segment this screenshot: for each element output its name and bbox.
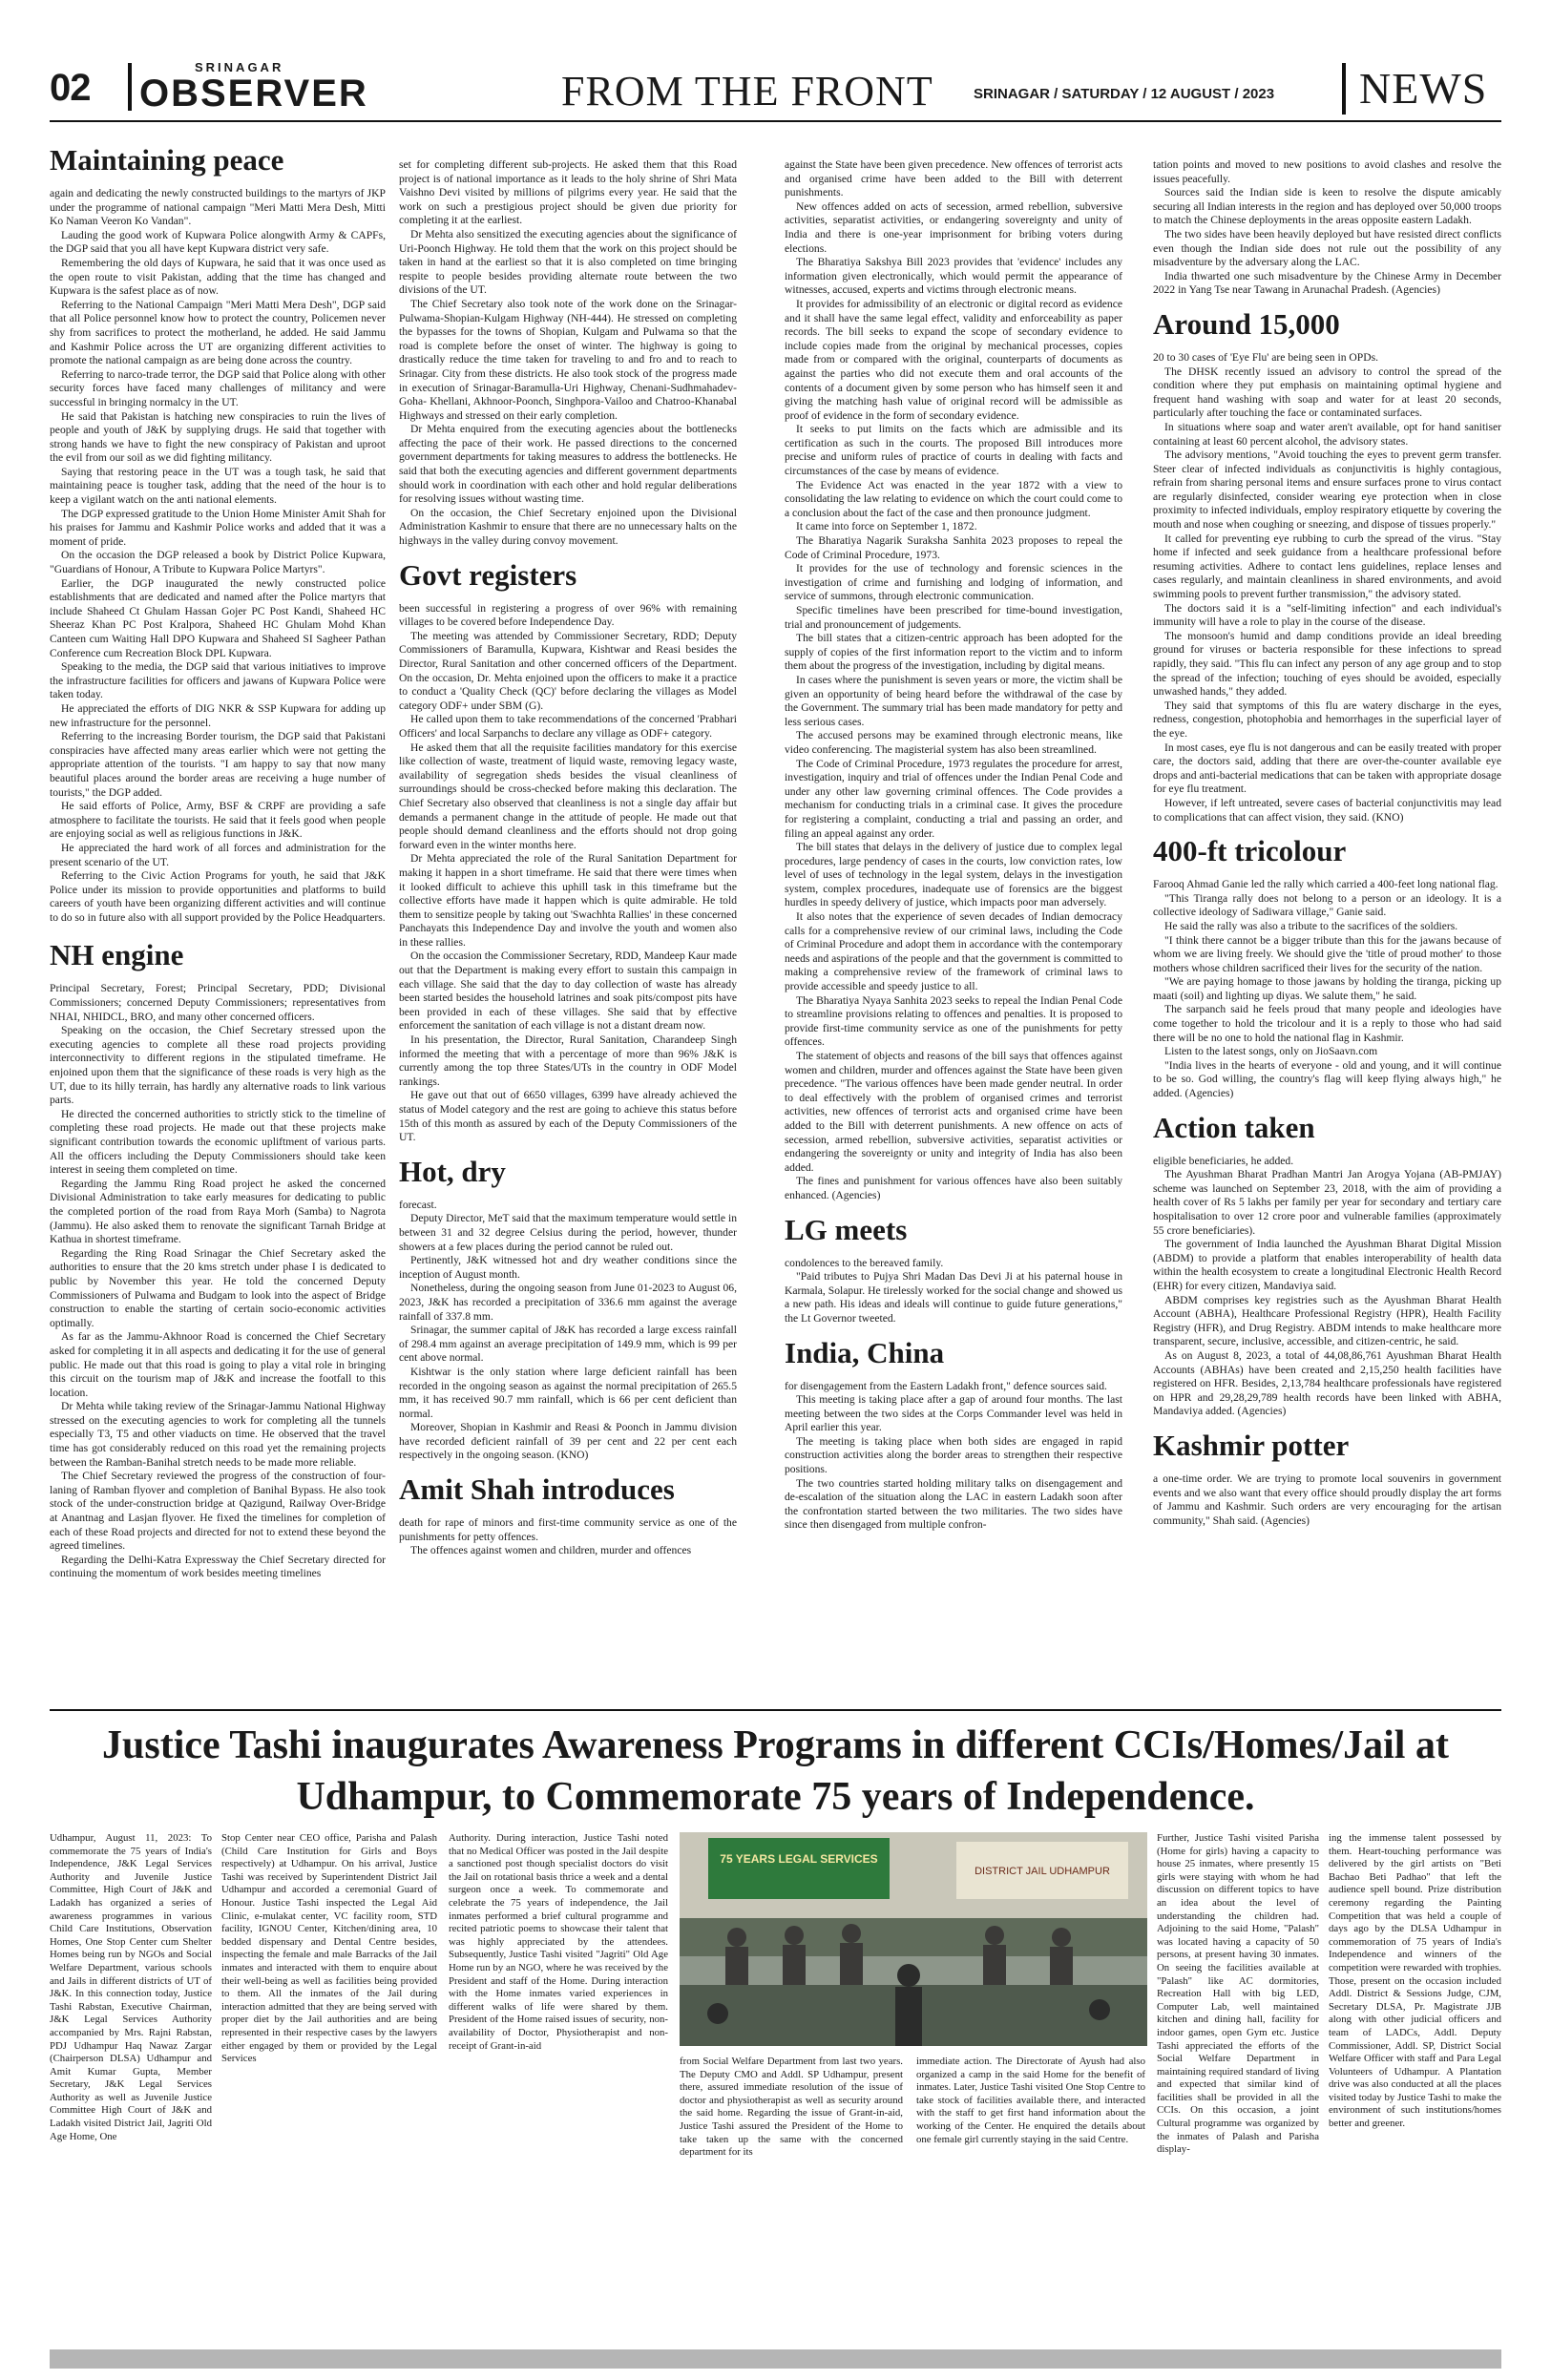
masthead-divider (128, 63, 132, 111)
paragraph: "India lives in the hearts of everyone - old and young, and it will continue to be so. God willing, the country's flag will keep flying always high," he added. (Agencies) (1153, 1058, 1501, 1100)
headline-maintaining-peace: Maintaining peace (50, 143, 284, 177)
headline-govt-registers: Govt registers (399, 557, 577, 592)
paragraph: He said the rally was also a tribute to the sacrifices of the soldiers. (1164, 919, 1458, 932)
article-body (1153, 1472, 1501, 1528)
column-1 (50, 139, 386, 1704)
headline-india-china: India, China (785, 1335, 945, 1369)
paragraph: Regarding the Jammu Ring Road project he asked the concerned Divisional Administration to take early measures for dedicating to public the completed portion of the road from Raya Morh (Samba) to Nagrota (Jammu). He also asked them to renovate the significant Tarnah Bridge at Kathua in shortest timeframe. (50, 1177, 386, 1246)
paragraph: again and dedicating the newly constructed buildings to the martyrs of JKP under the programme of national campaign "Meri Matti Mera Desh, Mitti Ko Naman Veeron Ko Vandan". (50, 187, 386, 228)
paragraph: It also notes that the experience of seven decades of Indian democracy calls for a comprehensive review of our criminal laws, including the Code of Criminal Procedure and adopt them in accordance with the contemporary needs and aspirations of the people and that the government is committed to making a comprehensive review of the framework of criminal laws to provide accessible and speedy justice to all. (785, 910, 1122, 993)
article-text: Further, Justice Tashi visited Parisha (Home for girls) having a capacity to house 25 inmates, where presently 15 girls were staying with whom he had discussion on different topics to have an idea about the level of understanding the children had. Adjoining to the said Home, "Palash" was located having a capacity of 50 persons, at present having 30 inmates. On seeing the facilities available at "Palash" like AC dormitories, Recreation Hall with big LED, Computer Lab, well maintained kitchen and dining hall, facility for indoor games, open Gym etc. Justice Tashi appreciated the efforts of the Social Welfare Department in maintaining required standard of living and expected that similar kind of facilities shall be provided in all the CCIs. On this occasion, a joint Cultural programme was organized by the inmates of Palash and Parisha display- (1157, 1832, 1319, 2156)
article-body (50, 982, 386, 1581)
bottom-column-7 (1329, 1832, 1501, 2344)
bottom-column-4 (680, 2056, 903, 2344)
bottom-column-6 (1157, 1832, 1319, 2344)
paragraph: Referring to the Civic Action Programs for youth, he said that J&K Police under its mission to provide opportunities and platforms to build careers of youth have been organizing different activities and will continue to do so in future also with all support provided by the Police Headquarters. (50, 869, 386, 924)
paragraph: Pertinently, J&K witnessed hot and dry weather conditions since the inception of August month. (399, 1254, 737, 1281)
masthead-divider (1342, 63, 1346, 115)
bottom-column-2 (221, 1832, 437, 2344)
paragraph: The Chief Secretary reviewed the progress of the construction of four-laning of Ramban flyover and completion of Banihal Bypass. He also took stock of the under-construction bridge at Qazigund, Railway Over-Bridge at Anantnag and Lasjan flyover. He fixed the timelines for completion of each of these Road projects and directed for not to extend these beyond the agreed timelines. (50, 1470, 386, 1553)
paragraph: Regarding the Delhi-Katra Expressway the Chief Secretary directed for continuing the momentum of work besides meeting timelines (50, 1553, 386, 1580)
paragraph: Speaking on the occasion, the Chief Secretary stressed upon the executing agencies to complete all these road projects providing interconnectivity to different regions in the stipulated timeframe. He enjoined upon them that the significance of these roads is very high as the UT, due to its hilly terrain, has hardly any alternative roads to link various parts. (50, 1024, 386, 1107)
article-body (399, 158, 737, 549)
paragraph: Referring to the National Campaign "Meri Matti Mera Desh", DGP said that all Police personnel know how to protect the country, Policemen never shy from sacrifices to protect the motherland, he added. He said Jammu and Kashmir Police across the UT are organizing different activities to promote the national campaign as are being done across the country. (50, 298, 386, 367)
paragraph: The fines and punishment for various offences have also been suitably enhanced. (Agencies) (785, 1175, 1122, 1201)
paragraph: Dr Mehta enquired from the executing agencies about the bottlenecks affecting the pace of their work. He passed directions to the concerned government departments for taking measures to address the bottlenecks. He said that both the executing agencies and different government departments should work in coordination with each other and hold regular deliberations for resolving issues without wasting time. (399, 423, 737, 506)
paragraph: The monsoon's humid and damp conditions provide an ideal breeding ground for viruses or bacteria responsible for these infections to spread rapidly, they said. "This flu can infect any person of any age group and to stop the spread of the infection; touching of eyes should be avoided, especially unwashed hands," they added. (1153, 629, 1501, 699)
masthead (50, 59, 1501, 118)
paragraph: It provides for the use of technology and forensic sciences in the investigation of crime and furnishing and lodging of information, and service of summons, through electronic communication. (785, 562, 1122, 603)
paragraph: death for rape of minors and first-time community service as one of the punishments for petty offences. (399, 1516, 737, 1543)
article-text: Authority. During interaction, Justice Tashi noted that no Medical Officer was posted in the Jail despite a sanctioned post though specialist doctors do visit the Jail on rotational basis thrice a week and a dental surgeon once a week. To commemorate and celebrate the 75 years of independence, the Jail inmates performed a brief cultural programme and recited patriotic poems to showcase their talent that was highly appreciated by the attendees. Subsequently, Justice Tashi visited "Jagriti" Old Age Home run by an NGO, where he was received by the President and staff of the Home. During interaction with the Home inmates varied experiences in different walks of life were shared by them. President of the Home raised issues of security, non-availability of Doctor, Physiotherapist and non-receipt of Grant-in-aid (449, 1832, 668, 2052)
paragraph: Specific timelines have been prescribed for time-bound investigation, trial and pronouncement of judgements. (785, 604, 1122, 631)
bottom-column-3 (449, 1832, 668, 2344)
masthead-rule (50, 120, 1501, 122)
photo-sign-text: DISTRICT JAIL UDHAMPUR (975, 1866, 1110, 1877)
paragraph: The statement of objects and reasons of the bill says that offences against women and children, murder and offences against the State have been given precedence. "The various offences have been made gender neutral. In order to deal effectively with the problem of organised crimes and terrorist activities, new offences of terrorist acts and organised crime have been added to the Bill with deterrent punishments. A new offence on acts of secession, armed rebellion, subversive activities, separatist activities or endangering the sovereignty or unity and integrity of India has also been added. (785, 1050, 1122, 1174)
paragraph: Dr Mehta also sensitized the executing agencies about the significance of Uri-Poonch Highway. He told them that the work on this project should be taken in hand at the earliest so that it is also completed on time bringing respite to people besides providing alternate route between the two divisions of the UT. (399, 227, 737, 297)
banner-headline: Justice Tashi inaugurates Awareness Programs in different CCIs/Homes/Jail at Udhampur, to Commemorate 75 years of Independence. (102, 1723, 1449, 1819)
paragraph: He gave out that out of 6650 villages, 6399 have already achieved the status of Model category and the rest are going to achieve this status before 15th of this month as assured by each of the Deputy Commissioners of the UT. (399, 1089, 737, 1144)
dateline: SRINAGAR / SATURDAY / 12 AUGUST / 2023 (974, 86, 1275, 102)
paragraph: Moreover, Shopian in Kashmir and Reasi & Poonch in Jammu division have recorded deficient rainfall of 39 per cent and 22 per cent each respectively in the ongoing season. (KNO) (399, 1421, 737, 1462)
paragraph: Sources said the Indian side is keen to resolve the dispute amicably securing all Indian interests in the region and has deployed over 50,000 troops to match the Chinese deployments in the areas opposite eastern Ladakh. (1153, 186, 1501, 227)
paragraph: The meeting is taking place when both sides are engaged in rapid construction activities along the border areas to strengthen their respective positions. (785, 1434, 1122, 1476)
paragraph: On the occasion the Commissioner Secretary, RDD, Mandeep Kaur made out that the Department is making every effort to sustain this campaign in each village. She said that the day to day collection of waste has already been started besides the household latrines and soak pits/compost pits have been provided in each of these villages. She said that by effective enforcement the sanitation of each village is not a distant dream now. (399, 950, 737, 1033)
paragraph: Lauding the good work of Kupwara Police alongwith Army & CAPFs, the DGP said that you all have kept Kupwara district very safe. (50, 228, 386, 256)
headline-400ft-tricolour: 400-ft tricolour (1153, 834, 1347, 868)
paragraph: As on August 8, 2023, a total of 44,08,86,761 Ayushman Bharat Health Accounts (ABHAs) have been created and 2,15,250 health facilities have registered on HFR. Besides, 2,13,784 healthcare professionals have registered on HPR and 29,28,29,789 health records have been linked with ABHA, Mandaviya added. (Agencies) (1153, 1348, 1501, 1418)
paragraph: The two countries started holding military talks on disengagement and de-escalation of the situation along the LAC in eastern Ladakh soon after the confrontation started between the two militaries. The two sides have since then disengaged from multiple confron- (785, 1476, 1122, 1532)
article-body (1153, 878, 1501, 1101)
article-body (50, 187, 386, 925)
paragraph: The Chief Secretary also took note of the work done on the Srinagar-Pulwama-Shopian-Kulgam Highway (NH-444). He stressed on completing the bypasses for the towns of Shopian, Kulgam and Pulwama so that the road is complete before the onset of winter. The highway is going to drastically reduce the time taken for traveling to and fro and to reach to Srinagar. City from these districts. He also took stock of the progress made in execution of Srinagar-Baramulla-Uri Highway, Chenani-Sudhmahadev-Goha- Khellani, Akhnoor-Poonch, Singhpora-Vailoo and Chatroo-Khanabal Highways and stressed on their early completion. (399, 297, 737, 422)
paragraph: The two sides have been heavily deployed but have resisted direct conflicts even though the Indian side does not rule out the possibility of any misadventure by the adversary along the LAC. (1153, 227, 1501, 269)
paragraph: Remembering the old days of Kupwara, he said that it was once used as the open route to visit Pakistan, adding that the time has changed and Kupwara is the safest place as of now. (50, 256, 386, 298)
headline-kashmir-potter: Kashmir potter (1153, 1428, 1350, 1462)
logo-city: SRINAGAR (195, 60, 284, 74)
paragraph: He directed the concerned authorities to strictly stick to the timeline of completing these road projects. He made out that these projects make significant contribution towards the economic upliftment of various parts. All the officers including the Deputy Commissioners should take keen interest in seeing them completed on time. (50, 1107, 386, 1177)
article-body (399, 1199, 737, 1463)
paragraph: The Bharatiya Nyaya Sanhita 2023 seeks to repeal the Indian Penal Code to streamline provisions relating to offences and penalties. It is proposed to provide first-time community service as one of the punishments for petty offences. (785, 993, 1122, 1049)
paragraph: Kishtwar is the only station where large deficient rainfall has been recorded in the ongoing season as against the normal precipitation of 265.5 mm, it has received 90.7 mm rainfall, which is 66 per cent deficient than normal. (399, 1365, 737, 1420)
paragraph: He called upon them to take recommendations of the concerned 'Prabhari Officers' and local Sarpanchs to declare any village as ODF+ category. (399, 713, 737, 740)
article-text: Stop Center near CEO office, Parisha and Palash (Child Care Institution for Girls and Boys respectively) at Udhampur. On his arrival, Justice Tashi was received by Superintendent District Jail Udhampur and accorded a ceremonial Guard of Honour. Justice Tashi inspected the Legal Aid Clinic, e-mulakat center, VC facility room, STD facility, IGNOU Center, Kitchen/dining area, 10 bedded dispensary and Dental Centre besides, inspecting the female and male Barracks of the Jail inmates and interacted with them to enquire about their well-being as well as facilities being provided to them. All the inmates of the Jail during interaction admitted that they are being served with proper diet by the Jail authorities and are being represented in their respective cases by the lawyers either engaged by them or provided by the Legal Services (221, 1832, 437, 2065)
paragraph: It provides for admissibility of an electronic or digital record as evidence and it shall have the same legal effect, validity and enforceability as paper records. The bill seeks to expand the scope of secondary evidence to include copies made from the original by mechanical processes, copies made from or compared with the original, counterparts of documents as against the parties who did not execute them and oral accounts of the contents of a document given by some person who has himself seen it and giving the matching hash value of original record will be admissible as proof of evidence in the form of secondary evidence. (785, 297, 1122, 422)
paragraph: "Paid tributes to Pujya Shri Madan Das Devi Ji at his paternal house in Karmala, Solapur. He tirelessly worked for the social change and showed us a new path. His ideas and ideals will continue to guide future generations," the Lt Governor tweeted. (785, 1270, 1122, 1325)
event-photo (680, 1832, 1147, 2046)
paragraph: The bill states that a citizen-centric approach has been adopted for the supply of copies of the first information report to the victim and to inform them about the progress of the investigation, including by digital means. (785, 632, 1122, 673)
photo-banner-text: 75 YEARS LEGAL SERVICES (720, 1852, 878, 1866)
paragraph: They said that symptoms of this flu are watery discharge in the eyes, redness, congestion, photophobia and hemorrhages in the superficial layer of the eye. (1153, 699, 1501, 740)
paragraph: "I think there cannot be a bigger tribute than this for the jawans because of whom we are living freely. We should give the 'title of proud mother' to those mothers whose children sacrificed their lives for the security of the nation. (1153, 933, 1501, 974)
paragraph: In situations where soap and water aren't available, opt for hand sanitiser containing at least 60 percent alcohol, the advisory states. (1153, 420, 1501, 448)
article-body (785, 1257, 1122, 1326)
paragraph: The bill states that delays in the delivery of justice due to complex legal procedures, large pendency of cases in the courts, low conviction rates, low level of uses of technology in the legal system, delays in the investigation system, complex procedures, inadequate use of forensics are the biggest hurdles in speedy delivery of justice, which impacts poor man adversely. (785, 841, 1122, 909)
column-3 (785, 158, 1122, 1704)
paragraph: Saying that restoring peace in the UT was a tough task, he said that maintaining peace is tougher task, adding that the need of the hour is to keep a vigilant watch on the anti national elements. (50, 465, 386, 507)
paragraph: Earlier, the DGP inaugurated the newly constructed police establishments that are dedicated and named after the Police martyrs that include Shaheed Ct Ghulam Hassan Gojer PC Post Kandi, Shaheed HC Sheeraz Khan PC Post Kralpora, Shaheed HC Ghulam Mohd Khan Canteen cum Waiting Hall DPO Kupwara and Shaheed SI Sagheer Pathan Conference cum Recreation Block DPL Kupwara. (50, 576, 386, 659)
paragraph: He asked them that all the requisite facilities mandatory for this exercise like collection of waste, treatment of liquid waste, removing legacy waste, availability of segregation sheds besides the visual cleanliness of surroundings should be cross-checked before making this declaration. The Chief Secretary also observed that cleanliness is not a single day affair but demands a permanent change in the attitude of people. He made out that people should demand cleanliness and the efforts should not drop going forward even in the winter months here. (399, 741, 737, 851)
column-2 (399, 158, 737, 1704)
paragraph: Regarding the Ring Road Srinagar the Chief Secretary asked the authorities to ensure that the 20 kms stretch under phase I is dedicated to public by November this year. He told the concerned Deputy Commissioners of Pulwama and Budgam to look into the aspect of Bridge construction to enable the starting of certain socio-economic activities optimally. (50, 1246, 386, 1329)
section-title: FROM THE FRONT (561, 68, 933, 115)
photo-illustration (680, 1832, 1147, 2046)
paragraph: Principal Secretary, Forest; Principal Secretary, PDD; Divisional Commissioners; concerned Deputy Commissioners; representatives from NHAI, NHIDCL, BRO, and many other concerned officers. (50, 982, 386, 1023)
paragraph: Deputy Director, MeT said that the maximum temperature would settle in between 31 and 32 degree Celsius during the period, however, thunder showers at a few places during the period cannot be ruled out. (399, 1212, 737, 1253)
paragraph: This meeting is taking place after a gap of around four months. The last meeting between the two sides at the Corps Commander level was held in April earlier this year. (785, 1393, 1122, 1434)
headline-around-15000: Around 15,000 (1153, 306, 1340, 341)
paragraph: The Bharatiya Sakshya Bill 2023 provides that 'evidence' includes any information given electronically, which would permit the appearance of witnesses, accused, experts and victims through electronic means. (785, 256, 1122, 297)
paragraph: Dr Mehta appreciated the role of the Rural Sanitation Department for making it happen in a short timeframe. He said that there were times when it looked difficult to achieve this uphill task in this timeframe but the collective efforts have made it happen which is quite admirable. He told them to sensitize people by taking out 'Swachhta Rallies' in these concerned Panchayats this Independence Day and involve the youth and women also in these rallies. (399, 852, 737, 949)
paragraph: New offences added on acts of secession, armed rebellion, subversive activities, separatist activities, or endangering sovereignty and unity of India and there is one-year imprisonment for bribing voters during elections. (785, 199, 1122, 255)
paragraph: India thwarted one such misadventure by the Chinese Army in December 2022 in Yang Tse near Tawang in Arunachal Pradesh. (Agencies) (1153, 269, 1501, 297)
paragraph: "We are paying homage to those jawans by holding the tiranga, picking up maati (soil) and lighting up diyas. We salute them," he said. (1153, 975, 1501, 1002)
bottom-column-5 (916, 2056, 1145, 2344)
logo-name: OBSERVER (139, 73, 368, 115)
paragraph: He appreciated the efforts of DIG NKR & SSP Kupwara for adding up new infrastructure for the personnel. (50, 701, 386, 729)
column-4 (1153, 158, 1501, 1704)
paragraph: He said efforts of Police, Army, BSF & CRPF are providing a safe atmosphere to facilitate the tourists. He said that it feels good when people are enjoying social as well as religious functions in J&K. (50, 800, 386, 841)
article-body (1153, 158, 1501, 298)
paragraph: He appreciated the hard work of all forces and administration for the present scenario of the UT. (50, 841, 386, 868)
section-rule (50, 1709, 1501, 1711)
article-body (785, 1380, 1122, 1534)
paragraph: Referring to narco-trade terror, the DGP said that Police along with other security forces have faced many challenges of militancy and were successful in bringing normalcy in the UT. (50, 367, 386, 408)
article-text: ing the immense talent possessed by them. Heart-touching performance was delivered by the girl artists on "Beti Bachao Beti Padhao" that left the audience spell bound. Prize distribution ceremony regarding the Painting Competition that was held a couple of days ago by the DLSA Udhampur in commemoration of 75 years of India's Independence and winners of the competition were rewarded with trophies. Those, present on the occasion included Addl. District & Sessions Judge, CJM, Secretary DLSA, Pr. Magistrate JJB along with other judicial officers and team of LADCs, Addl. Deputy Commissioner, Addl. SP, District Social Welfare Officer with staff and Para Legal Volunteers of Udhampur. A Plantation drive was also conducted at all the places visited today by Justice Tashi to make the environment of such institutions/homes better and greener. (1329, 1832, 1501, 2130)
paragraph: The Code of Criminal Procedure, 1973 regulates the procedure for arrest, investigation, inquiry and trial of offences under the Indian Penal Code and under any other law governing criminal offences. The Code provides a mechanism for conducting trials in a criminal case. It gives the procedure for registering a complaint, conducting a trial and passing an order, and filing an appeal against any order. (785, 757, 1122, 840)
paragraph: The offences against women and children, murder and offences (410, 1544, 692, 1557)
paragraph: The DGP expressed gratitude to the Union Home Minister Amit Shah for his praises for Jammu and Kashmir Police works and added that it was a moment of pride. (50, 507, 386, 548)
paragraph: Nonetheless, during the ongoing season from June 01-2023 to August 06, 2023, J&K has recorded a precipitation of 336.6 mm against the average rainfall of 337.8 mm. (399, 1282, 737, 1323)
article-body (399, 602, 737, 1145)
paragraph: Speaking to the media, the DGP said that various initiatives to improve the infrastructure facilities for officers and jawans of Kupwara Police were taken today. (50, 660, 386, 701)
paragraph: 20 to 30 cases of 'Eye Flu' are being seen in OPDs. (1153, 350, 1379, 364)
paragraph: It seeks to put limits on the facts which are admissible and its certification as such in the courts. The proposed Bill introduces more precise and uniform rules of practice of courts in dealing with facts and circumstances of the case by means of evidence. (785, 423, 1122, 478)
article-text: immediate action. The Directorate of Ayush had also organized a camp in the said Home for the benefit of inmates. Later, Justice Tashi visited One Stop Centre to take stock of facilities available there, and interacted with the staff to get first hand information about the working of the Center. He enquired the details about one female girl currently staying in the said Centre. (916, 2056, 1145, 2145)
bottom-column-1 (50, 1832, 212, 2344)
paragraph: In most cases, eye flu is not dangerous and can be easily treated with proper care, the doctors said, adding that there are over-the-counter available eye drops and anti-bacterial medications that can be taken with appropriate dosage for eye flu treatment. (1153, 741, 1501, 796)
paragraph: The Ayushman Bharat Pradhan Mantri Jan Arogya Yojana (AB-PMJAY) scheme was launched on September 23, 2018, with the aim of providing a health cover of Rs 5 lakhs per family per year for secondary and tertiary care hospitalisation to over 12 crore poor and vulnerable families (approximately 55 crore beneficiaries). (1153, 1168, 1501, 1237)
paragraph: In his presentation, the Director, Rural Sanitation, Charandeep Singh informed the meeting that with a percentage of more than 96% J&K is currently among the top three States/UTs in the country in ODF Model rankings. (399, 1033, 737, 1088)
paragraph: The Bharatiya Nagarik Suraksha Sanhita 2023 proposes to repeal the Code of Criminal Procedure, 1973. (785, 534, 1122, 561)
paragraph: It came into force on September 1, 1872. (796, 520, 977, 533)
paragraph: It called for preventing eye rubbing to curb the spread of the virus. "Stay home if infected and seek guidance from a healthcare professional before resuming activities. Adhere to contact lens guidelines, replace lenses and cases regularly, and maintain cleanliness in shared environments, and avoid swimming pools to prevent further transmission," the advisory stated. (1153, 532, 1501, 601)
paragraph: "This Tiranga rally does not belong to a person or an ideology. It is a collective ideology of Sadiwara village," Ganie said. (1153, 891, 1501, 919)
headline-lg-meets: LG meets (785, 1212, 908, 1246)
paragraph: He said that Pakistan is hatching new conspiracies to ruin the lives of people and youth of J&K by supplying drugs. He said that together with strong hands we have to fight the new conspiracy of Pakistan and uproot the evil from our soil as we did fighting militancy. (50, 409, 386, 465)
paragraph: The accused persons may be examined through electronic means, like video conferencing. The magisterial system has also been streamlined. (785, 729, 1122, 756)
paragraph: On the occasion, the Chief Secretary enjoined upon the Divisional Administration Kashmir to ensure that there are no unnecessary halts on the highways in the valley during convoy movement. (399, 506, 737, 548)
paragraph: The advisory mentions, "Avoid touching the eyes to prevent germ transfer. Steer clear of infected individuals as conjunctivitis is highly contagious, refrain from sharing personal items and ensure surfaces prone to virus contact are regularly disinfected, consider wearing eye protection when in close proximity to infected individuals, employ respiratory etiquette by covering the mouth and nose when coughing or sneezing, and dispose of tissues properly." (1153, 449, 1501, 532)
paragraph: Referring to the increasing Border tourism, the DGP said that Pakistani conspiracies have affected many areas earlier which were not getting the appropriate attention of the tourists. "I am happy to say that now many beautiful places around the border areas are receiving a huge number of tourists," the DGP added. (50, 730, 386, 799)
page-number: 02 (50, 67, 91, 109)
paragraph: The meeting was attended by Commissioner Secretary, RDD; Deputy Commissioners of Baramulla, Kupwara, Kishtwar and Reasi besides the Director, Rural Sanitation and other concerned officers of the Department. On the occasion, Dr. Mehta enjoined upon the officers to make it a practice to conduct a 'Quality Check (QC)' before declaring the villages as Model category ODF+ under SBM (G). (399, 629, 737, 712)
paragraph: ABDM comprises key registries such as the Ayushman Bharat Health Account (ABHA), Healthcare Professional Registry (HPR), Health Facility Registry (HFR), and Drug Registry. ABDM intends to make healthcare more transparent, secure, inclusive, accessible, and citizen-centric, he said. (1153, 1293, 1501, 1348)
paragraph: forecast. (399, 1198, 437, 1211)
article-body (399, 1516, 737, 1558)
paragraph: tation points and moved to new positions to avoid clashes and resolve the issues peacefully. (1153, 158, 1501, 185)
paragraph: The government of India launched the Ayushman Bharat Digital Mission (ABDM) to provide a platform that enables interoperability of health data within the health ecosystem to create a longitudinal Electronic Health Record (EHR) for every citizen, Mandaviya said. (1153, 1238, 1501, 1292)
paragraph: Listen to the latest songs, only on JioSaavn.com (1164, 1045, 1378, 1058)
headline-nh-engine: NH engine (50, 938, 184, 972)
paragraph: set for completing different sub-projects. He asked them that this Road project is of national importance as it leads to the holy shrine of Shri Mata Vaishno Devi visited by millions of pilgrims every year. He said that the work on such a prestigious project should be given due priority for completing it at the earliest. (399, 158, 737, 227)
paragraph: The DHSK recently issued an advisory to control the spread of the condition where they put emphasis on maintaining optimal hygiene and frequent hand washing with soap and water for at least 20 seconds, particularly after touching the face or contaminated surfaces. (1153, 365, 1501, 420)
paragraph: Srinagar, the summer capital of J&K has recorded a large excess rainfall of 298.4 mm against an average precipitation of 149.9 mm, which is 99 per cent above normal. (399, 1324, 737, 1365)
paragraph: The sarpanch said he feels proud that many people and ideologies have come together to hold the tricolour and it is a reply to those who had said there will be no one to hold the national flag in Kashmir. (1153, 1003, 1501, 1044)
paragraph: Farooq Ahmad Ganie led the rally which carried a 400-feet long national flag. (1153, 878, 1499, 891)
paragraph: eligible beneficiaries, he added. (1153, 1154, 1294, 1167)
footer-bar (50, 2349, 1501, 2369)
category-label: NEWS (1359, 64, 1488, 113)
paragraph: However, if left untreated, severe cases of bacterial conjunctivitis may lead to complications that can affect vision, they said. (KNO) (1153, 796, 1501, 824)
paragraph: for disengagement from the Eastern Ladakh front," defence sources said. (785, 1379, 1107, 1392)
paragraph: condolences to the bereaved family. (785, 1256, 944, 1269)
paragraph: Dr Mehta while taking review of the Srinagar-Jammu National Highway stressed on the executing agencies to work for completing all the tunnels especially T3, T5 and other viaducts on time. He observed that the travel time has got considerably reduced on this road yet the remaining projects between the Ramban-Banihal stretch needs to be made more reliable. (50, 1400, 386, 1469)
newspaper-logo (139, 61, 368, 113)
paragraph: The doctors said it is a "self-limiting infection" and each individual's immunity will have a role to play in the course of the disease. (1153, 601, 1501, 629)
paragraph: The Evidence Act was enacted in the year 1872 with a view to consolidating the law relating to evidence on which the court could come to a conclusion about the fact of the case and then pronounce judgment. (785, 478, 1122, 519)
paragraph: against the State have been given precedence. New offences of terrorist acts and organised crime have been added to the Bill with deterrent punishments. (785, 158, 1122, 199)
paragraph: a one-time order. We are trying to promote local souvenirs in government events and we also want that every office should proudly display the art forms of Jammu and Kashmir. Such orders are very encouraging for the artisan community," Shah said. (Agencies) (1153, 1472, 1501, 1527)
paragraph: On the occasion the DGP released a book by District Police Kupwara, "Guardians of Honour, A Tribute to Kupwara Police Martyrs". (50, 549, 386, 576)
article-body (1153, 351, 1501, 825)
article-body (1153, 1155, 1501, 1419)
article-body (785, 158, 1122, 1203)
article-text: from Social Welfare Department from last two years. The Deputy CMO and Addl. SP Udhampur, present there, assured immediate resolution of the issue of doctor and physiotherapist as well as security around the said home. Regarding the issue of Grant-in-aid, Justice Tashi assured the President of the Home to take taken up the same with the concerned department for its (680, 2056, 903, 2159)
paragraph: As far as the Jammu-Akhnoor Road is concerned the Chief Secretary asked for completing it in all aspects and dedicating it for the use of general public. He made out that this road is going to play a vital role in bringing this circuit on the tourism map of J&K and increase the footfall to this location. (50, 1330, 386, 1399)
paragraph: In cases where the punishment is seven years or more, the victim shall be given an opportunity of being heard before the withdrawal of the case by the Government. The summary trial has been made mandatory for petty and less serious cases. (785, 673, 1122, 728)
headline-hot-dry: Hot, dry (399, 1154, 506, 1188)
paragraph: been successful in registering a progress of over 96% with remaining villages to be covered before Independence Day. (399, 601, 737, 629)
headline-amit-shah: Amit Shah introduces (399, 1472, 675, 1507)
article-text: Udhampur, August 11, 2023: To commemorate the 75 years of India's Independence, J&K Legal Services Authority and Juvenile Justice Committee, High Court of J&K and Ladakh has organized a series of awareness programmes in various Child Care Institutions, Observation Homes, One Stop Center cum Shelter Homes being run by NGOs and Social Welfare Department, various schools and Jails in different districts of UT of J&K. In this connection today, Justice Tashi Rabstan, Executive Chairman, J&K Legal Services Authority accompanied by Mrs. Rajni Rabstan, PDJ Udhampur Haq Nawaz Zargar (Chairperson DLSA) Udhampur and Amit Kumar Gupta, Member Secretary, J&K Legal Services Authority as well as Juvenile Justice Committee High Court of J&K and Ladakh visited District Jail, Jagriti Old Age Home, One (50, 1832, 212, 2142)
headline-action-taken: Action taken (1153, 1110, 1315, 1144)
